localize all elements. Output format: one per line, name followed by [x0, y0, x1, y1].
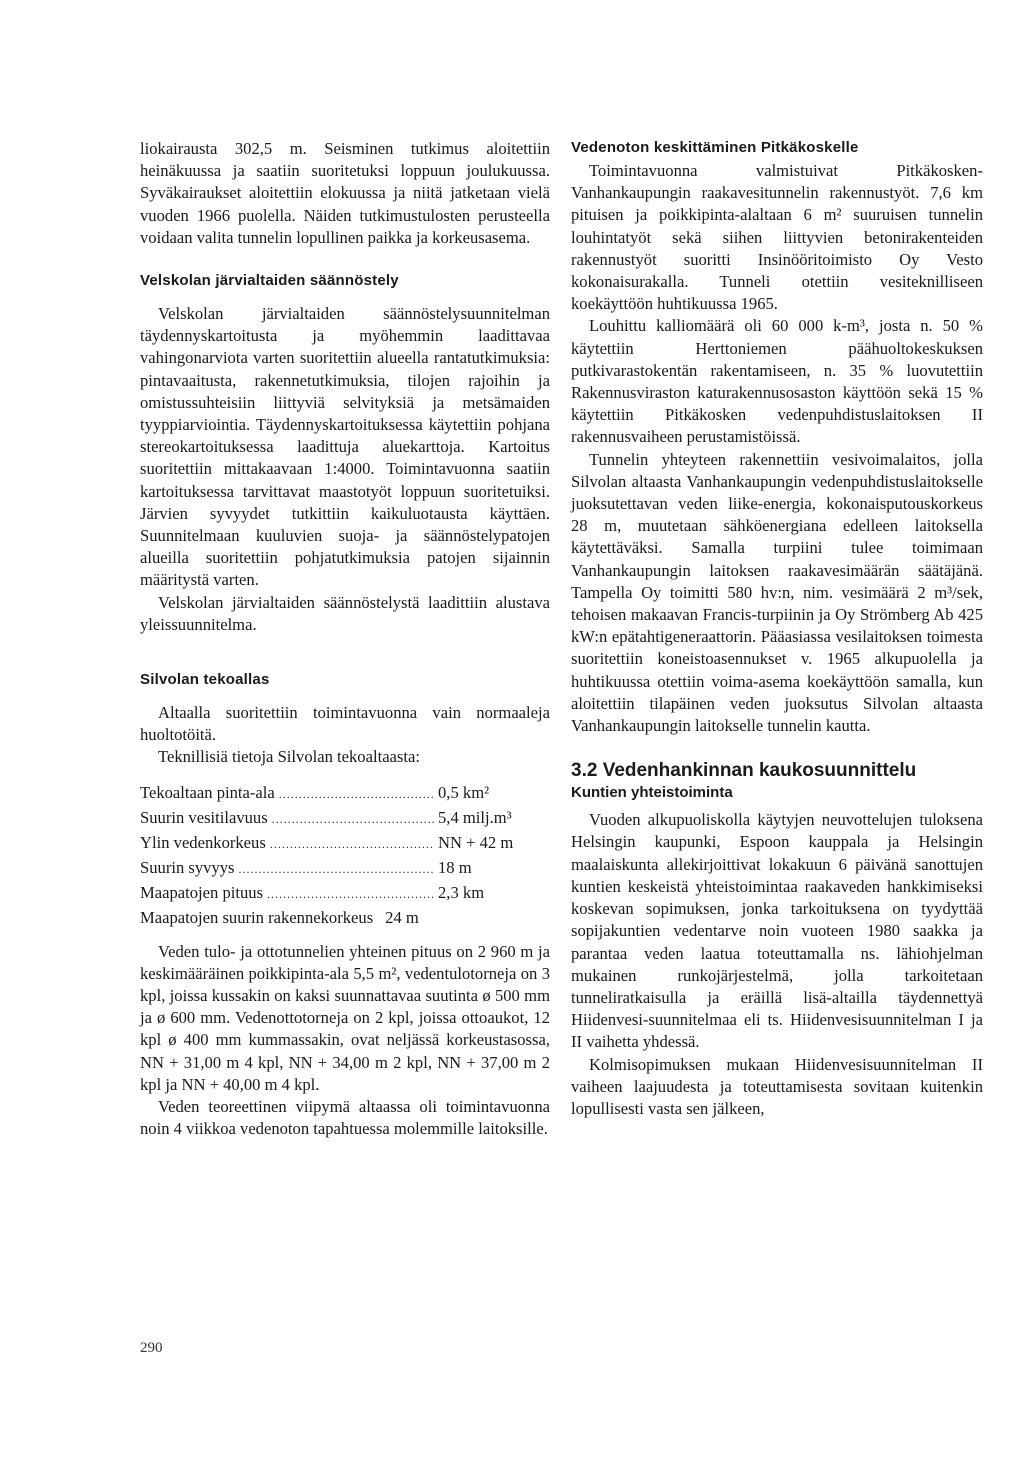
silvola-paragraph-1: Altaalla suoritettiin toimintavuonna vain normaaleja huoltotöitä. — [140, 703, 550, 745]
silvola-paragraph-2: Teknillisiä tietoja Silvolan tekoaltaasta: — [158, 747, 420, 767]
pitkakoski-paragraph-3: Tunnelin yhteyteen rakennettiin vesivoimalaitos, jolla Silvolan altaasta Vanhankaupungin vedenpuhdistuslaitokselle juoksutettavan veden liike-energia, kokonaisputouskorkeus 28 m, muutetaan sähköenergiana edelleen laitoksella käytettäväksi. Samalla turpiini tulee toimimaan Vanhankaupungin laitoksen raakavesimäärän säätäjänä. Tampella Oy toimitti 580 hv:n, nim. vesimäärä 2 m³/sek, tehoisen makaavan Francis-turpiinin ja Oy Strömberg Ab 425 kW:n epätahtigeneraattorin. Pääasiassa vesilaitoksen toimesta suoritettiin koneistoasennukset v. 1965 alkupuolella ja huhtikuussa otettiin voima-asema koekäyttöön samalla, kun aloitettiin tilapäinen veden juoksutus Silvolan altaasta Vanhankaupungin laitokselle tunnelin kautta. — [571, 449, 983, 736]
spec-value: NN + 42 m — [438, 832, 514, 852]
spec-row — [140, 856, 550, 881]
page-number: 290 — [140, 1340, 163, 1356]
velskola-paragraph-1: Velskolan järvialtaiden säännöstelysuunnitelman täydennyskartoitusta ja myöhemmin laadittavaa vahingonarviota varten suoritettiin alueella rantatutkimuksia: pintavaaitusta, rakennetutkimuksia, tilojen rajoihin ja omistussuhteisiin liittyviä selvityksiä ja metsämaiden tyyppiarviointia. Täydennyskartoituksessa käytettiin pohjana stereokartoituksessa laadittuja aluekarttoja. Kartoitus suoritettiin mittakaavaan 1:4000. Toimintavuonna saatiin kartoituksessa tarvittavat maastotyöt loppuun suoritetuiksi. Järvien syvyydet tutkittiin kaikuluotausta käyttäen. Suunnitelmaan kuuluvien suoja- ja säännöstelypatojen alueilla suoritettiin pohjatutkimuksia patojen sijainnin määritystä varten. — [140, 304, 550, 590]
spec-leader-dots — [267, 883, 434, 906]
spec-value: 18 m — [438, 857, 472, 877]
spec-row — [140, 806, 550, 831]
spec-label: Ylin vedenkorkeus — [140, 832, 266, 852]
spec-label: Maapatojen pituus — [140, 882, 264, 902]
left-column — [140, 138, 550, 1141]
spec-row — [140, 831, 550, 856]
heading-pitkakoski: Vedenoton keskittäminen Pitkäkoskelle — [571, 139, 859, 156]
pitkakoski-paragraph-1: Toimintavuonna valmistuivat Pitkäkosken-Vanhankaupungin raakavesitunnelin rakennustyöt. 7,6 km pituisen ja poikkipinta-alaltaan 6 m² suuruisen tunnelin louhintatyöt sekä siihen liittyvien betonirakenteiden rakennustyöt suoritti Insinööritoimisto Oy Vesto kokonaisurakalla. Tunneli otettiin vesiteknilliseen koekäyttöön huhtikuussa 1965. — [571, 161, 983, 314]
kuntien-paragraph-2: Kolmisopimuksen mukaan Hiidenvesisuunnitelman II vaiheen laajuudesta ja toteuttamisesta sovitaan kuitenkin lopullisesti vasta sen jälkeen, — [571, 1054, 983, 1118]
spec-value: 2,3 km — [438, 882, 485, 902]
spec-leader-dots — [239, 858, 434, 881]
silvola-paragraph-4: Veden teoreettinen viipymä altaassa oli toimintavuonna noin 4 viikkoa vedenoton tapahtuessa molemmille laitoksille. — [140, 1097, 550, 1139]
silvola-paragraph-3: Veden tulo- ja ottotunnelien yhteinen pituus on 2 960 m ja keskimääräinen poikkipinta-ala 5,5 m², vedentulotorneja on 3 kpl, joissa kussakin on kaksi suunnattavaa suutinta ø 500 mm ja ø 600 mm. Vedenottotorneja on 2 kpl, joissa ottoaukot, 12 kpl ø 400 mm kummassakin, ovat neljässä korkeustasossa, NN + 31,00 m 4 kpl, NN + 34,00 m 2 kpl, NN + 37,00 m 2 kpl ja NN + 40,00 m 4 kpl. — [140, 941, 550, 1094]
intro-paragraph: liokairausta 302,5 m. Seisminen tutkimus aloitettiin heinäkuussa ja saatiin suoritetuksi loppuun joulukuussa. Syväkairaukset aloitettiin elokuussa ja niitä jatketaan vielä vuoden 1966 puolella. Näiden tutkimustulosten perusteella voidaan valita tunnelin lopullinen paikka ja korkeusasema. — [140, 139, 550, 247]
spec-row — [140, 906, 550, 931]
spec-leader-dots — [270, 833, 434, 856]
spec-leader-dots — [279, 783, 434, 806]
spec-label: Maapatojen suurin rakennekorkeus — [140, 907, 374, 927]
spec-value: 24 m — [385, 907, 419, 927]
spec-value: 0,5 km² — [438, 782, 490, 802]
heading-silvola: Silvolan tekoallas — [140, 671, 270, 689]
right-column — [571, 138, 983, 1120]
heading-velskola: Velskolan järvialtaiden säännöstely — [140, 272, 399, 290]
velskola-paragraph-2: Velskolan järvialtaiden säännöstelystä laadittiin alustava yleissuunnitelma. — [140, 592, 550, 634]
spec-value: 5,4 milj.m³ — [438, 807, 512, 827]
spec-row — [140, 781, 550, 806]
spec-label: Suurin vesitilavuus — [140, 807, 268, 827]
kuntien-paragraph-1: Vuoden alkupuoliskolla käytyjen neuvottelujen tuloksena Helsingin kaupunki, Espoon kauppala ja Helsingin maalaiskunta allekirjoittivat lokakuun 6 päivänä sanottujen kuntien keskeistä yhteistoimintaa raakaveden hankkimiseksi koskevan sopimuksen, jonka tarkoituksena on tyydyttää sopijakuntien vedentarve noin vuoteen 1980 saakka ja parantaa veden laatua toteuttamalla ns. lähiohjelman mukainen runkojärjestelmä, jolla tarkoitetaan tunneliratkaisulla ja eräillä lisä-altailla täydennettyä Hiidenvesi-suunnitelmaa eli ts. Hiidenvesisuunnitelman I ja II vaihetta yhdessä. — [571, 810, 983, 1052]
spec-table — [140, 781, 550, 931]
spec-leader-dots — [272, 808, 434, 831]
spec-label: Tekoaltaan pinta-ala — [140, 782, 275, 802]
pitkakoski-paragraph-2: Louhittu kalliomäärä oli 60 000 k-m³, josta n. 50 % käytettiin Herttoniemen päähuoltokeskuksen putkivarastokentän rakentamiseen, n. 35 % luovutettiin Rakennusviraston katurakennusosaston käyttöön sekä 15 % käytettiin Pitkäkosken vedenpuhdistuslaitoksen II rakennusvaiheen perustamistöissä. — [571, 316, 983, 447]
spec-row — [140, 881, 550, 906]
spec-label: Suurin syvyys — [140, 857, 235, 877]
section-heading: 3.2 Vedenhankinnan kaukosuunnittelu — [571, 760, 917, 782]
sub-heading: Kuntien yhteistoiminta — [571, 784, 733, 802]
